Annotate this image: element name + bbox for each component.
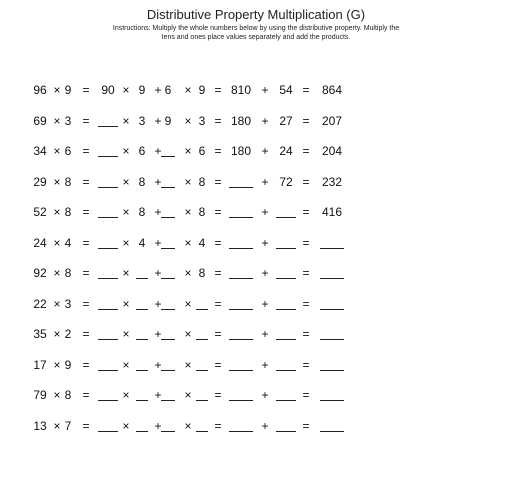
tens-part-blank[interactable] <box>98 420 118 432</box>
tens-part-blank[interactable] <box>98 145 118 157</box>
factor-a: 22 <box>33 296 47 311</box>
final-product: 232 <box>321 174 343 189</box>
equals-sign: = <box>82 357 90 372</box>
tens-product: 810 <box>230 83 252 97</box>
times-sign: × <box>53 266 61 280</box>
tens-multiplier-blank[interactable] <box>136 420 148 432</box>
tens-product-blank[interactable] <box>229 206 253 218</box>
plus-sign: + <box>261 205 269 219</box>
equals-sign: = <box>214 266 222 280</box>
tens-product-blank[interactable] <box>229 359 253 371</box>
tens-part-blank[interactable] <box>98 328 118 340</box>
times-sign: × <box>53 174 61 189</box>
ones-multiplier-blank[interactable] <box>196 389 208 401</box>
equals-sign: = <box>214 357 222 372</box>
times-sign: × <box>122 327 130 341</box>
plus-sign: + <box>261 327 269 341</box>
factor-a: 96 <box>33 83 47 97</box>
plus-sign: + <box>261 144 269 158</box>
ones-product-blank[interactable] <box>276 206 296 218</box>
problem-row <box>0 141 512 161</box>
instructions-line-2: tens and ones place values separately and add the products. <box>161 34 351 41</box>
equals-sign: = <box>214 418 222 433</box>
times-sign: × <box>122 144 130 158</box>
problem-row <box>0 385 512 405</box>
equals-sign: = <box>214 144 222 158</box>
equals-sign: = <box>82 174 90 189</box>
tens-multiplier: 3 <box>138 113 146 128</box>
final-product: 207 <box>321 113 343 128</box>
final-product-blank[interactable] <box>320 267 344 279</box>
factor-b: 8 <box>64 174 72 189</box>
instructions <box>20 24 492 42</box>
factor-b: 9 <box>64 357 72 372</box>
problem-row <box>0 355 512 375</box>
equals-sign: = <box>302 205 310 219</box>
equals-sign: = <box>214 327 222 341</box>
plus-sign: + <box>154 266 162 280</box>
ones-product: 54 <box>279 83 293 97</box>
ones-multiplier: 6 <box>198 144 206 158</box>
equals-sign: = <box>82 83 90 97</box>
equals-sign: = <box>214 83 222 97</box>
times-sign: × <box>53 144 61 158</box>
equals-sign: = <box>82 266 90 280</box>
plus-sign: + <box>154 83 162 97</box>
final-product: 204 <box>321 144 343 158</box>
ones-multiplier: 8 <box>198 205 206 219</box>
equals-sign: = <box>82 327 90 341</box>
times-sign: × <box>53 418 61 433</box>
ones-multiplier-blank[interactable] <box>196 359 208 371</box>
equals-sign: = <box>302 113 310 128</box>
ones-part-blank[interactable] <box>161 420 175 432</box>
times-sign: × <box>184 174 192 189</box>
ones-product-blank[interactable] <box>276 298 296 310</box>
equals-sign: = <box>302 144 310 158</box>
tens-product-blank[interactable] <box>229 237 253 249</box>
plus-sign: + <box>261 296 269 311</box>
tens-product-blank[interactable] <box>229 298 253 310</box>
tens-part-blank[interactable] <box>98 267 118 279</box>
plus-sign: + <box>154 418 162 433</box>
ones-product-blank[interactable] <box>276 420 296 432</box>
final-product-blank[interactable] <box>320 298 344 310</box>
final-product: 416 <box>321 205 343 219</box>
ones-product: 27 <box>279 113 293 128</box>
plus-sign: + <box>261 357 269 372</box>
tens-multiplier: 8 <box>138 174 146 189</box>
equals-sign: = <box>82 113 90 128</box>
plus-sign: + <box>154 357 162 372</box>
equals-sign: = <box>302 418 310 433</box>
final-product-blank[interactable] <box>320 237 344 249</box>
factor-a: 24 <box>33 235 47 250</box>
factor-b: 4 <box>64 235 72 250</box>
tens-product: 180 <box>230 113 252 128</box>
factor-b: 2 <box>64 327 72 341</box>
times-sign: × <box>184 388 192 402</box>
problem-row <box>0 172 512 192</box>
equals-sign: = <box>302 327 310 341</box>
plus-sign: + <box>154 327 162 341</box>
ones-product: 24 <box>279 144 293 158</box>
times-sign: × <box>53 113 61 128</box>
plus-sign: + <box>154 113 162 128</box>
times-sign: × <box>122 113 130 128</box>
factor-a: 35 <box>33 327 47 341</box>
tens-part-blank[interactable] <box>98 115 118 127</box>
tens-product-blank[interactable] <box>229 176 253 188</box>
times-sign: × <box>184 327 192 341</box>
ones-multiplier-blank[interactable] <box>196 420 208 432</box>
final-product-blank[interactable] <box>320 389 344 401</box>
ones-multiplier: 4 <box>198 235 206 250</box>
times-sign: × <box>122 418 130 433</box>
plus-sign: + <box>261 418 269 433</box>
times-sign: × <box>122 174 130 189</box>
equals-sign: = <box>302 266 310 280</box>
ones-part: 6 <box>164 83 172 97</box>
problem-row <box>0 202 512 222</box>
plus-sign: + <box>261 235 269 250</box>
ones-part-blank[interactable] <box>161 298 175 310</box>
tens-part-blank[interactable] <box>98 206 118 218</box>
ones-part-blank[interactable] <box>161 267 175 279</box>
times-sign: × <box>184 266 192 280</box>
tens-multiplier-blank[interactable] <box>136 389 148 401</box>
times-sign: × <box>122 357 130 372</box>
ones-product-blank[interactable] <box>276 389 296 401</box>
times-sign: × <box>53 357 61 372</box>
equals-sign: = <box>214 235 222 250</box>
tens-multiplier-blank[interactable] <box>136 298 148 310</box>
ones-multiplier: 3 <box>198 113 206 128</box>
equals-sign: = <box>302 388 310 402</box>
times-sign: × <box>184 235 192 250</box>
ones-product-blank[interactable] <box>276 359 296 371</box>
factor-b: 8 <box>64 205 72 219</box>
plus-sign: + <box>154 144 162 158</box>
times-sign: × <box>53 235 61 250</box>
equals-sign: = <box>214 113 222 128</box>
equals-sign: = <box>302 235 310 250</box>
problem-row <box>0 294 512 314</box>
times-sign: × <box>53 388 61 402</box>
times-sign: × <box>53 327 61 341</box>
times-sign: × <box>184 113 192 128</box>
ones-product-blank[interactable] <box>276 267 296 279</box>
ones-multiplier-blank[interactable] <box>196 298 208 310</box>
equals-sign: = <box>214 205 222 219</box>
plus-sign: + <box>261 83 269 97</box>
equals-sign: = <box>82 205 90 219</box>
ones-multiplier: 8 <box>198 174 206 189</box>
ones-part-blank[interactable] <box>161 359 175 371</box>
instructions-line-1: Instructions: Multiply the whole numbers below by using the distributive property. Multiply the <box>112 25 400 32</box>
ones-product-blank[interactable] <box>276 328 296 340</box>
factor-b: 8 <box>64 388 72 402</box>
factor-a: 79 <box>33 388 47 402</box>
times-sign: × <box>53 83 61 97</box>
problem-row <box>0 80 512 100</box>
factor-a: 29 <box>33 174 47 189</box>
tens-multiplier: 9 <box>138 83 146 97</box>
equals-sign: = <box>82 296 90 311</box>
problem-row <box>0 324 512 344</box>
tens-product-blank[interactable] <box>229 389 253 401</box>
plus-sign: + <box>154 205 162 219</box>
times-sign: × <box>184 144 192 158</box>
final-product-blank[interactable] <box>320 328 344 340</box>
equals-sign: = <box>302 83 310 97</box>
equals-sign: = <box>214 296 222 311</box>
ones-part-blank[interactable] <box>161 176 175 188</box>
plus-sign: + <box>261 266 269 280</box>
times-sign: × <box>184 205 192 219</box>
equals-sign: = <box>82 388 90 402</box>
factor-a: 52 <box>33 205 47 219</box>
times-sign: × <box>184 418 192 433</box>
equals-sign: = <box>82 418 90 433</box>
tens-product-blank[interactable] <box>229 420 253 432</box>
ones-product: 72 <box>279 174 293 189</box>
equals-sign: = <box>82 144 90 158</box>
factor-b: 8 <box>64 266 72 280</box>
ones-part-blank[interactable] <box>161 237 175 249</box>
tens-part-blank[interactable] <box>98 237 118 249</box>
equals-sign: = <box>302 357 310 372</box>
tens-product-blank[interactable] <box>229 328 253 340</box>
factor-a: 92 <box>33 266 47 280</box>
ones-part-blank[interactable] <box>161 328 175 340</box>
ones-product-blank[interactable] <box>276 237 296 249</box>
equals-sign: = <box>214 388 222 402</box>
equals-sign: = <box>302 174 310 189</box>
tens-multiplier: 6 <box>138 144 146 158</box>
factor-b: 6 <box>64 144 72 158</box>
plus-sign: + <box>261 174 269 189</box>
tens-multiplier: 4 <box>138 235 146 250</box>
plus-sign: + <box>261 113 269 128</box>
times-sign: × <box>53 296 61 311</box>
tens-product: 180 <box>230 144 252 158</box>
worksheet-title: Distributive Property Multiplication (G) <box>146 7 366 22</box>
equals-sign: = <box>214 174 222 189</box>
problem-row <box>0 111 512 131</box>
plus-sign: + <box>154 388 162 402</box>
tens-part: 90 <box>101 83 115 97</box>
plus-sign: + <box>261 388 269 402</box>
tens-product-blank[interactable] <box>229 267 253 279</box>
ones-part-blank[interactable] <box>161 206 175 218</box>
times-sign: × <box>122 205 130 219</box>
factor-a: 69 <box>33 113 47 128</box>
ones-part-blank[interactable] <box>161 389 175 401</box>
times-sign: × <box>122 296 130 311</box>
tens-multiplier-blank[interactable] <box>136 359 148 371</box>
times-sign: × <box>184 357 192 372</box>
tens-multiplier: 8 <box>138 205 146 219</box>
factor-b: 3 <box>64 296 72 311</box>
factor-b: 7 <box>64 418 72 433</box>
times-sign: × <box>122 266 130 280</box>
problem-row <box>0 416 512 436</box>
final-product-blank[interactable] <box>320 420 344 432</box>
final-product-blank[interactable] <box>320 359 344 371</box>
tens-part-blank[interactable] <box>98 389 118 401</box>
tens-multiplier-blank[interactable] <box>136 328 148 340</box>
ones-part: 9 <box>164 113 172 128</box>
plus-sign: + <box>154 235 162 250</box>
factor-a: 17 <box>33 357 47 372</box>
problem-row <box>0 233 512 253</box>
plus-sign: + <box>154 174 162 189</box>
ones-multiplier-blank[interactable] <box>196 328 208 340</box>
ones-multiplier: 9 <box>198 83 206 97</box>
plus-sign: + <box>154 296 162 311</box>
factor-b: 3 <box>64 113 72 128</box>
times-sign: × <box>122 83 130 97</box>
ones-multiplier: 8 <box>198 266 206 280</box>
equals-sign: = <box>302 296 310 311</box>
times-sign: × <box>122 388 130 402</box>
tens-part-blank[interactable] <box>98 298 118 310</box>
times-sign: × <box>122 235 130 250</box>
tens-part-blank[interactable] <box>98 176 118 188</box>
problem-row <box>0 263 512 283</box>
times-sign: × <box>184 296 192 311</box>
times-sign: × <box>53 205 61 219</box>
times-sign: × <box>184 83 192 97</box>
factor-a: 34 <box>33 144 47 158</box>
factor-b: 9 <box>64 83 72 97</box>
ones-part-blank[interactable] <box>161 145 175 157</box>
factor-a: 13 <box>33 418 47 433</box>
tens-multiplier-blank[interactable] <box>136 267 148 279</box>
equals-sign: = <box>82 235 90 250</box>
tens-part-blank[interactable] <box>98 359 118 371</box>
final-product: 864 <box>321 83 343 97</box>
